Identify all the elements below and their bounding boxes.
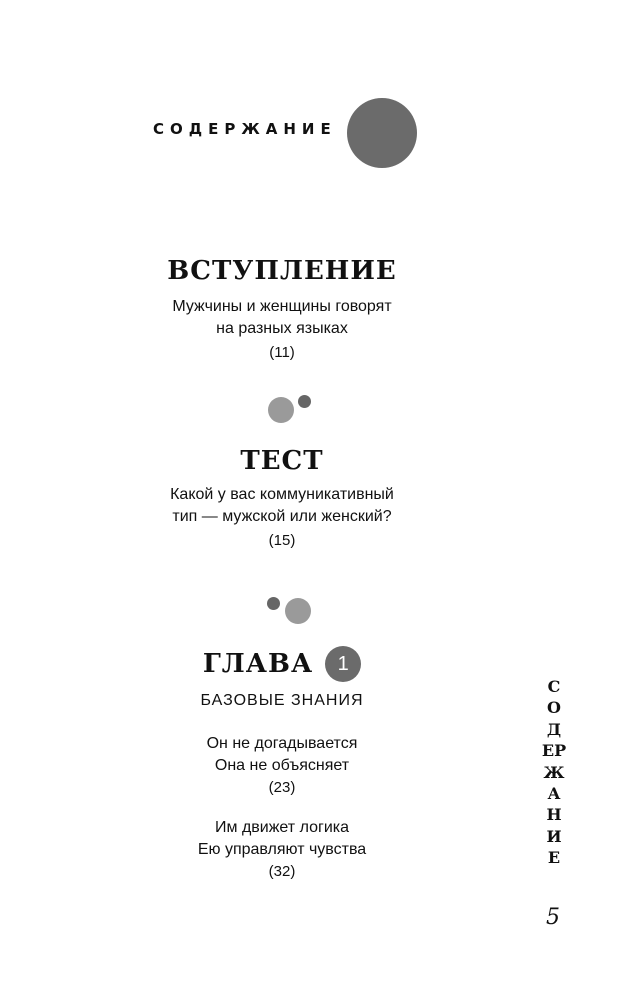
entry-2-page-ref: (32) bbox=[268, 863, 296, 880]
decorative-dot bbox=[285, 598, 311, 624]
decorative-circle bbox=[347, 98, 417, 168]
decorative-dot bbox=[267, 597, 280, 610]
chapter-word: ГЛАВА bbox=[202, 649, 314, 679]
contents-heading: СОДЕРЖАНИЕ bbox=[153, 120, 337, 138]
decorative-dot bbox=[298, 395, 311, 408]
test-line-1: Какой у вас коммуникативный bbox=[170, 486, 394, 503]
test-line-2: тип — мужской или женский? bbox=[172, 508, 392, 525]
chapter-number-badge: 1 bbox=[325, 646, 361, 682]
test-page-ref: (15) bbox=[268, 532, 296, 549]
chapter-subtitle: БАЗОВЫЕ ЗНАНИЯ bbox=[200, 692, 364, 709]
page-number: 5 bbox=[546, 905, 560, 930]
entry-1-line-1: Он не догадывается bbox=[206, 735, 358, 752]
entry-2-line-2: Ею управляют чувства bbox=[197, 841, 367, 858]
entry-1-line-2: Она не объясняет bbox=[214, 757, 350, 774]
intro-line-1: Мужчины и женщины говорят bbox=[172, 298, 392, 315]
intro-title: ВСТУПЛЕНИЕ bbox=[167, 256, 397, 286]
entry-1-page-ref: (23) bbox=[268, 779, 296, 796]
side-running-head: СОДЕРЖАНИЕ bbox=[541, 677, 567, 868]
entry-2-line-1: Им движет логика bbox=[215, 819, 349, 836]
chapter-heading bbox=[0, 646, 564, 682]
intro-page-ref: (11) bbox=[269, 344, 295, 361]
decorative-dot bbox=[268, 397, 294, 423]
test-title: ТЕСТ bbox=[240, 446, 324, 476]
intro-line-2: на разных языках bbox=[216, 320, 348, 337]
